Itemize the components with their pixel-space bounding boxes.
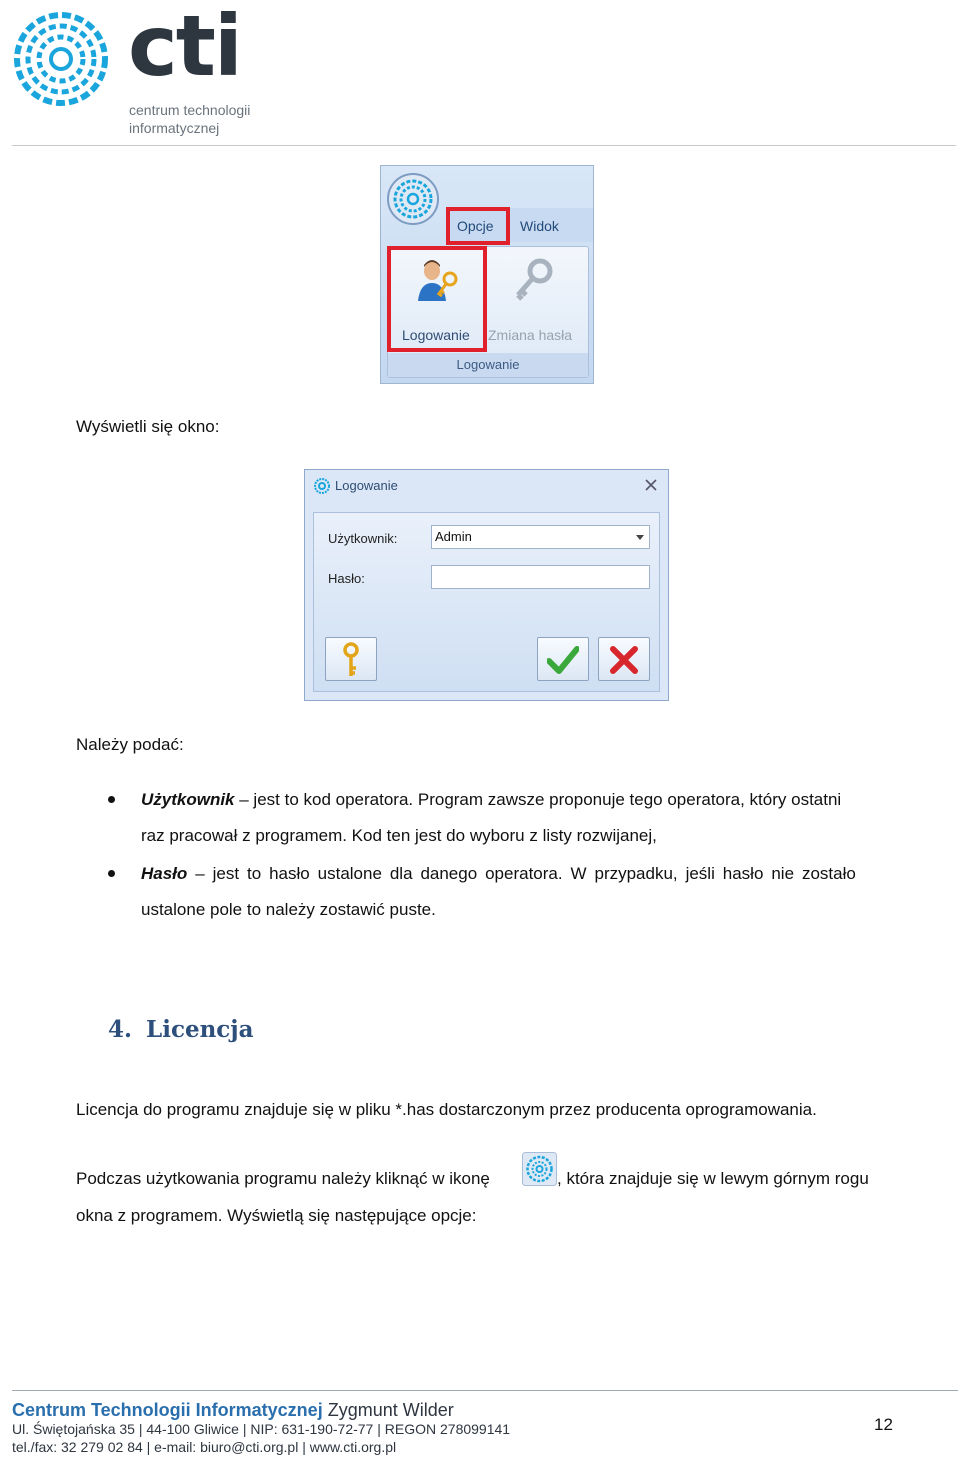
- ok-button[interactable]: [537, 637, 589, 681]
- close-icon[interactable]: [645, 479, 657, 491]
- user-select[interactable]: [431, 525, 650, 549]
- logo-tagline-line1: centrum technologii: [129, 102, 251, 118]
- login-button-label[interactable]: Logowanie: [402, 327, 470, 343]
- list-item-user-desc: – jest to kod operatora. Program zawsze proponuje tego operatora, który ostatni: [234, 790, 842, 809]
- list-item-password-term: Hasło: [141, 864, 188, 883]
- list-item-user-line1: [141, 790, 841, 810]
- footer-company: [12, 1400, 454, 1421]
- section-title: Licencja: [146, 1016, 254, 1043]
- list-item-password-line1: [141, 864, 856, 884]
- list-item-password-line2: ustalone pole to należy zostawić puste.: [141, 900, 436, 919]
- footer-company-bold: Centrum Technologii Informatycznej: [12, 1400, 323, 1420]
- dialog-app-icon: [313, 477, 331, 495]
- bullet-dot: [108, 796, 115, 803]
- password-field[interactable]: [431, 565, 650, 589]
- app-orb-icon[interactable]: [386, 172, 440, 226]
- list-item-user-line2: raz pracował z programem. Kod ten jest do wyboru z listy rozwijanej,: [141, 826, 657, 845]
- user-label: Użytkownik:: [328, 531, 398, 546]
- login-dialog: [304, 469, 669, 701]
- list-item-password-desc: – jest to hasło ustalone dla danego operatora. W przypadku, jeśli hasło nie zostało: [187, 864, 856, 883]
- dialog-title: Logowanie: [335, 478, 398, 493]
- ribbon-screenshot: [380, 165, 594, 384]
- footer-address: Ul. Świętojańska 35 | 44-100 Gliwice | NIP: 631-190-72-77 | REGON 278099141: [12, 1421, 511, 1437]
- cross-icon: [610, 646, 638, 674]
- app-orb-icon: [522, 1152, 557, 1186]
- bullet-dot: [108, 870, 115, 877]
- cti-logo-icon: [10, 8, 112, 110]
- logo-wordmark: cti: [128, 0, 241, 95]
- key-button[interactable]: [325, 637, 377, 681]
- list-item-user-term: Użytkownik: [141, 790, 235, 809]
- ribbon-group-label: Logowanie: [388, 353, 588, 377]
- gold-key-icon: [340, 642, 362, 678]
- user-select-value: Admin: [435, 529, 472, 544]
- footer-company-name: Zygmunt Wilder: [322, 1400, 454, 1420]
- dialog-body: [313, 512, 660, 692]
- section-heading: [108, 1016, 254, 1043]
- password-label: Hasło:: [328, 571, 365, 586]
- usage-text-line1b: , która znajduje się w lewym górnym rogu: [557, 1169, 869, 1188]
- footer-contact: tel./fax: 32 279 02 84 | e-mail: biuro@cti.org.pl | www.cti.org.pl: [12, 1439, 397, 1455]
- highlight-login-button: [387, 246, 487, 352]
- change-password-button-label[interactable]: Zmiana hasła: [488, 327, 573, 343]
- highlight-opcje-tab: [446, 207, 510, 245]
- license-text: Licencja do programu znajduje się w pliku *.has dostarczonym przez producenta oprogramowania.: [76, 1100, 817, 1119]
- footer-divider: [12, 1390, 958, 1391]
- logo-tagline-line2: informatycznej: [129, 120, 220, 136]
- intro-text: Wyświetli się okno:: [76, 417, 220, 436]
- cancel-button[interactable]: [598, 637, 650, 681]
- header-divider: [12, 145, 956, 146]
- checkmark-icon: [547, 645, 579, 675]
- usage-text-line1a: Podczas użytkowania programu należy kliknąć w ikonę: [76, 1169, 490, 1188]
- key-icon: [510, 257, 556, 301]
- usage-text-line2: okna z programem. Wyświetlą się następujące opcje:: [76, 1206, 477, 1225]
- need-to-provide-text: Należy podać:: [76, 735, 184, 754]
- chevron-down-icon[interactable]: [636, 535, 644, 540]
- section-number: 4.: [108, 1016, 133, 1043]
- tab-widok[interactable]: Widok: [520, 218, 559, 234]
- tab-opcje[interactable]: Opcje: [457, 218, 494, 234]
- page-number: 12: [874, 1415, 893, 1434]
